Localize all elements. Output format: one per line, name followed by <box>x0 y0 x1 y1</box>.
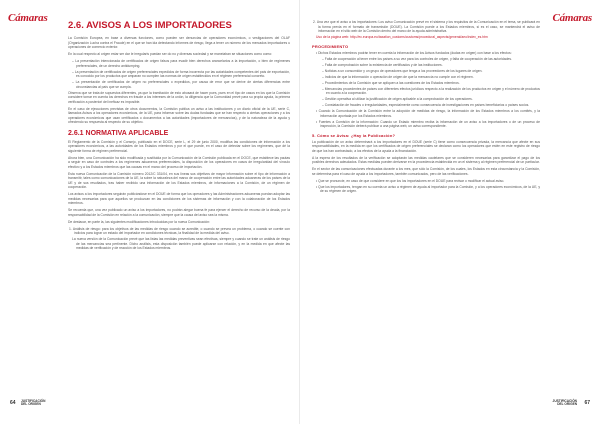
footer-label-line: JUSTIFICACIÓN <box>552 398 577 403</box>
intro-paragraph-2: En la cual respecto al origen estar ser dar le irregularis puedan ser do no y diversas sociedad y se maneiaban se situaciones como como: <box>68 52 273 56</box>
footer-label-line: DEL ORIGEN <box>557 402 577 407</box>
body-paragraph: Esta nueva Comunicación de la Comisión número 2012/C 331/04, en sus líneas sus objetivos de mayor información sobre el tipo de información a transmitir, tales como comunicaciones de la UE, la sobre la naturaleza del marco de cooperación entre las autoridades aduaneras de los países de la UE y de sus resultados, tras haber recibido una información de los Estados miembros, de informaciones a la Comisión, de un régimen de cooperación. <box>68 171 290 189</box>
bullet-item: • Que los importadores, tengan en su cuenta un aviso a régimen de ayuda al importador para la Comisión, y a los operadores económicos, de la UE, y de su régimen de origen. <box>316 184 540 193</box>
procedure-heading: PROCEDIMIENTO <box>312 43 349 49</box>
bullet-item: • Cuando la Comunicación de la Comisión entre la adopción de medidas de riesgo, la información de los Estados miembros a los comités, y la información aportada por los Estados miembros. <box>316 109 540 118</box>
sub-bullet-item: – Constatación de fraudes o irregularidades, especialmente como consecuencia de investigaciones en países beneficiarios o países socios. <box>322 103 530 107</box>
sub-bullet-item: – Noticias a un consumidor y un grupo de operadores que tenga a los proveedores de los lugares de origen. <box>322 68 483 73</box>
footer-label-line: DEL ORIGEN <box>21 402 41 407</box>
body-paragraph: En el sector de las comunicaciones efectuadas durante a los mes, que sólo la Comisión, de los cuales, los Estados en esta circunstancia y la Comisión, se determina para el caso de ayuda a los importadores, también comunicados, pero de las verificaciones. <box>312 167 540 176</box>
footer-label <box>553 400 577 407</box>
body-paragraph: De destacar, en parte la, las siguientes modificaciones introducidas por la nueva Comunicación: <box>68 219 211 224</box>
page-number: 67 <box>584 400 590 406</box>
bullet-item: – La presentación de certificados de origen no preferenciales o expedidos, por causa de error que se derive de ciertas diferencias entre circunstancias al país que se cumpla. <box>72 80 290 89</box>
right-content <box>312 20 540 195</box>
bullet-item: – La presentación intencionada de certificados de origen falsos para evadir bien derechos arancelarios a la importación, o bien de regimenes preferenciales, de un derecho antidumping. <box>72 59 290 68</box>
publication-heading: 5. Cómo se Avisa: ¿Hay la Publicación? <box>312 132 396 138</box>
body-paragraph: Se recuerda que, una vez publicado un aviso a los importadores, no podrán alegar buena fe para ejercer el derecho de recurso de la deuda, por la responsabilidad de la Comisión en relación a la comunicación, siempre que la causa del aviso sea la misma. <box>68 208 290 217</box>
subsection-title: 2.6.1 NORMATIVA APLICABLE <box>68 129 169 137</box>
bullet-item: – La presentación de certificados de origen preferenciales expedidos de forma incorrecta por las autoridades competentes del país de exportación, es conocido por los productos que amparan no cumplen las normas de origen establecidos en el régimen preferencial concreto. <box>72 69 290 78</box>
sub-bullet-item: – Falta de cooperación al tener entre los países a su vez para los controles de origen, y falta de cooperación de las autoridades. <box>322 56 512 61</box>
bullet-item: • Dichos Estados miembros podrán tener en cuenta la información de los Avisos fundados (dudas en origen) con base a los efectos: <box>316 50 512 55</box>
chamber-logo: Cámaras <box>8 12 48 24</box>
sub-bullet-item: – Indicios de que la información o operación de origen de que la mercancía no cumple con el régimen. <box>322 74 474 79</box>
body-paragraph: A la espera de los resultados de la verificación se adoptarán las medidas cautelares que se consideren necesarias para garantizar el pago de los posibles derechos adeudados. Estas medidas pueden derivarse en la procedencia establecida en un el sistema y al régimen preferencial de un particular. <box>312 155 540 164</box>
numbered-item: 1. Análisis de riesgo: para los objetivos de las medidas de riesgo cuando se acredite, o cuando se prevea un problema, o cuando se cuente con indicios para lograr un estado del importador en condiciones técnicas, la finalidad de la medida del aviso. <box>69 226 290 235</box>
body-paragraph: Los avisos a los importadores seguirán publicándose en el DOUE de forma que los operadores y las Administraciones aduaneras puedan adoptar las medidas necesarias para que aquellos se produzcan en las condiciones de los sistemas de información y con la colaboración de los Estados miembros. <box>68 192 290 205</box>
body-paragraph: Observa que se trata de supuestos diferentes, ya que la tramitación de esto abusará de hacer pues, pues en el tipo de casos en los que la Comisión considere tomar en cuenta los derechos en fraude a los intereses de la unión, la diligencia que la Comunidad prevé para su propia ayuda, la primera verificación a posteriori del ineficaz es imposible. <box>68 90 290 104</box>
intro-paragraph-1: La Comisión Europea, en base a diversas funciones, como pueden ser denuncias de operadores económicos, o vestigaciones del OLAF (Organización Lucha contra el Fraude) en el que se han ida detectando informes de riesgo, llega a tener un número de los mercados importadores u operaciones de comercio exterior. <box>68 36 290 49</box>
left-content <box>68 20 290 252</box>
numbered-item-continuation: La nueva versión de la Comunicación prevé que las listas las medidas preventivas sean efectivas, siempre y cuando se trate un análisis de riesgo de las mercancías sea pertinente. Dicho análisis, esta disposición también puede aplicarse con relación, y en la medida en que afecte las medidas de verificación y de reacción de los Estados miembros. <box>72 237 290 250</box>
body-paragraph: El Reglamento de la Comisión y el Consejo, publicado en el DOCE, serie L, el 29 de junio 2000, modifica las condiciones de información a los operadores económicos, a las autoridades de los Estados miembros y por el que puede, en el caso de detectar sobre los regímenes, que dé la siguiente forma de régimen preferencial. <box>68 139 290 153</box>
page-number: 64 <box>10 400 16 406</box>
numbered-item: 2. Una vez que el aviso a los importadores: Los aviso Comunicación prevé en el sistema y los requisitos de la Comunicación en el tema, se publicará en la forma previa en el formato de transmisión (DOUE). La Comisión puede a los Estados miembros, si es el caso, se mantendrá el aviso de información en el sitio web de la Comisión dentro del marco de la ayuda administrativa. <box>313 20 540 33</box>
body-paragraph: En el caso de ejecuciones previstas de otros documentos, la Comisión publica un aviso a las instituciones y un diario oficial de la UE, serie C, llamados Avisos a los operadores económicos, de la UE, para informar sobre las dudas fundadas que se han respecto a ciertas operaciones y a los operadores económicos que usan certificados o documentos a las autoridades (importadores de mercancías), y de la naturaleza de la ayuda y ofreciendo su respuesta al respecto de su objetivo. <box>68 106 290 124</box>
footer-label <box>21 400 45 407</box>
body-paragraph: Ahora bien, una Comunicación ha sido modificada y sustituida por la Comunicación de la Comisión publicada en el DOCE, que establece las pautas a seguir en caso de controles a los regímenes aduaneros preferenciales, la disposición de los operadores en casos de irregularidad del vínculo efectivo y a los Estados miembros que las causas en el marco del proceso de importación. <box>68 155 290 169</box>
sub-bullet-item: – Gestión operativa al utilizar la justificación de origen aplicable a la comprobación de los operadores. <box>322 97 473 101</box>
web-link[interactable]: Uso de la página web: http://ec.europa.eu/taxation_customs/customs/procedural_aspects/general/aeo/index_es.htm <box>316 35 488 39</box>
sub-bullet-item: – Falta de comprobación sobre la existencia de certificados y de las instituciones. <box>322 62 443 67</box>
body-paragraph: La publicación de un aviso determinará a los importadores en el DOUE (serie C) tiene como consecuencia privada, la mercancía que afecte en sus responsabilidades, en la medida en que los certificados de origen preferenciales se declaran como los operadores que estén en este registro de riesgo de que los han contrastado, a los efectos de la ayuda a la financiación. <box>312 139 540 153</box>
chamber-logo: Cámaras <box>552 12 592 24</box>
bullet-item: • Fuentes a Comisión de la información: Cuando un Estado miembro reciba la información de un aviso a los importadores o de un proceso de inspección, la Comisión deberá publicar a una página web, un aviso correspondiente. <box>316 119 540 128</box>
footer-label-line: JUSTIFICACIÓN <box>21 398 46 403</box>
sub-bullet-item: – Procedimientos de la Comisión que se apliquen a las cuestiones de los Estados miembros. <box>322 80 460 85</box>
sub-bullet-item: – Mercancías procedentes de países con diferentes efectos jurídicos respecto a la realización de los productos en origen y el número de productos en cuanto a la cooperación. <box>322 86 540 95</box>
section-title: 2.6. AVISOS A LOS IMPORTADORES <box>68 20 232 31</box>
bullet-item: • Que se pronuncie, en caso de que considere en que los los importadores en el DOUE para revisar o modificar el actual aviso. <box>316 178 505 183</box>
right-page <box>300 0 600 424</box>
